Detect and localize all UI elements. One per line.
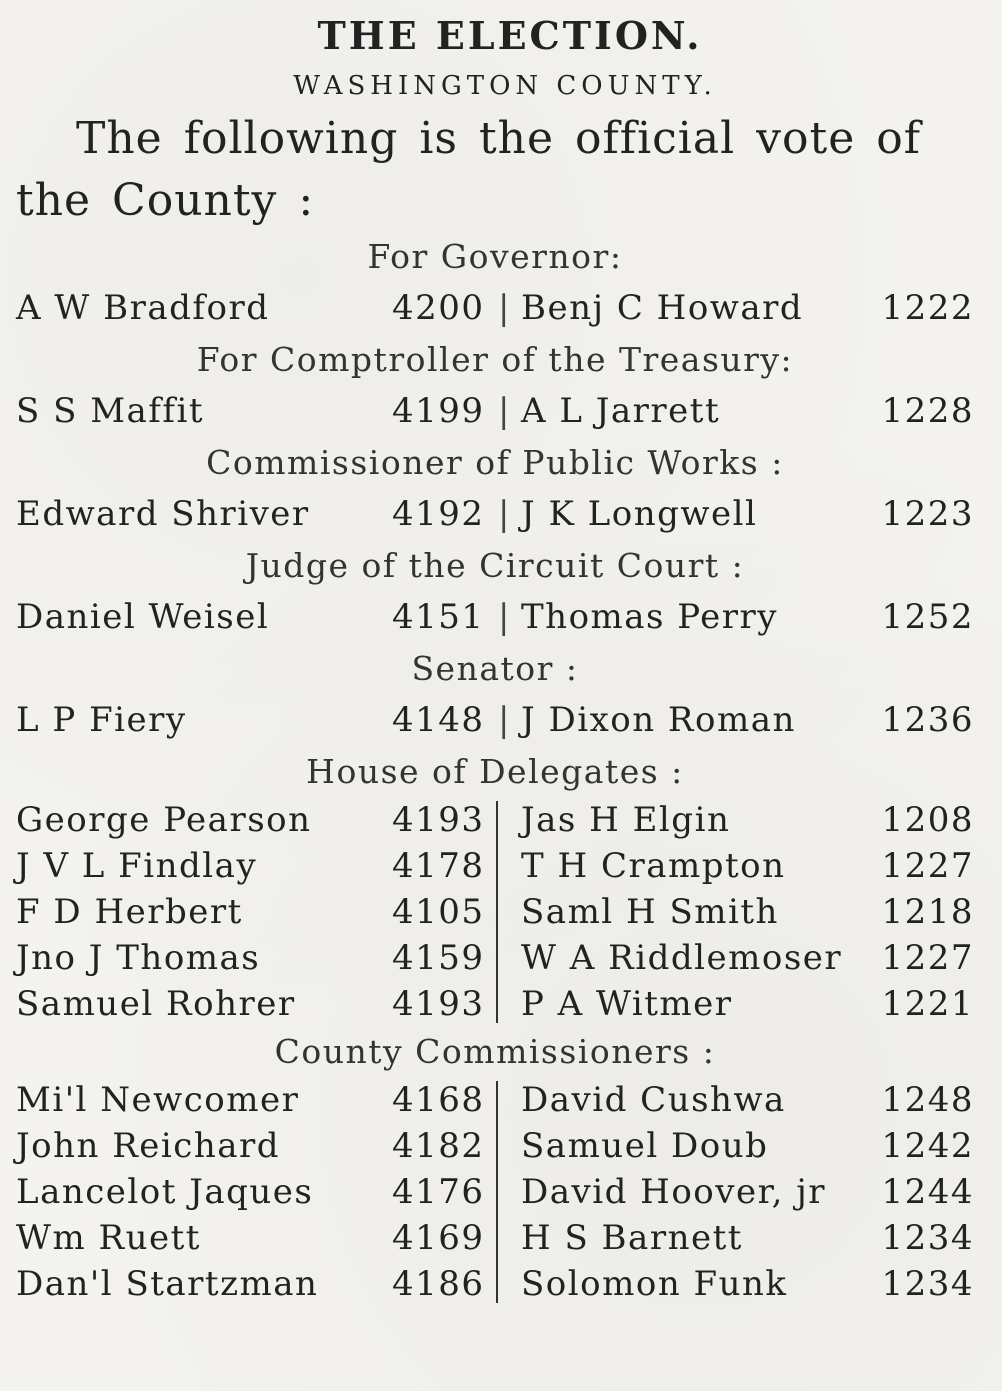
result-row xyxy=(16,797,974,843)
candidate-name: Benj C Howard xyxy=(521,288,804,328)
office-heading-governor: For Governor: xyxy=(367,237,623,276)
vote-count: 1223 xyxy=(881,494,974,534)
column-separator: | xyxy=(498,700,511,740)
result-row xyxy=(16,591,974,644)
vote-count: 1208 xyxy=(881,800,974,840)
candidate-name: Daniel Weisel xyxy=(16,597,270,637)
vote-count: 4200 xyxy=(392,288,485,328)
vote-count: 4168 xyxy=(392,1080,485,1120)
column-separator: | xyxy=(498,288,511,328)
candidate-name: Jas H Elgin xyxy=(521,800,731,840)
result-row xyxy=(16,1215,974,1261)
vote-count: 4193 xyxy=(392,984,485,1024)
candidate-name: S S Maffit xyxy=(16,391,204,431)
vote-count: 1227 xyxy=(881,846,974,886)
candidate-name: J Dixon Roman xyxy=(521,700,796,740)
vote-count: 1228 xyxy=(881,391,974,431)
candidate-name: Samuel Doub xyxy=(521,1126,769,1166)
vote-count: 4105 xyxy=(392,892,485,932)
delegates-table xyxy=(16,797,974,1027)
vote-count: 4176 xyxy=(392,1172,485,1212)
vote-count: 4148 xyxy=(392,700,485,740)
candidate-name: A W Bradford xyxy=(16,288,270,328)
vote-count: 4159 xyxy=(392,938,485,978)
vote-count: 1236 xyxy=(881,700,974,740)
column-separator: | xyxy=(498,597,511,637)
candidate-name: Jno J Thomas xyxy=(16,938,261,978)
column-separator: | xyxy=(498,494,511,534)
candidate-name: John Reichard xyxy=(16,1126,281,1166)
result-row xyxy=(16,843,974,889)
office-heading-senator: Senator : xyxy=(411,649,579,688)
vote-count: 1244 xyxy=(881,1172,974,1212)
candidate-name: L P Fiery xyxy=(16,700,187,740)
vote-count: 4151 xyxy=(392,597,485,637)
result-row xyxy=(16,694,974,747)
office-heading-county-commissioners: County Commissioners : xyxy=(274,1032,716,1071)
vote-count: 4186 xyxy=(392,1264,485,1304)
commissioners-table xyxy=(16,1077,974,1307)
candidate-name: T H Crampton xyxy=(521,846,786,886)
candidate-name: David Hoover, jr xyxy=(521,1172,827,1212)
candidate-name: J K Longwell xyxy=(521,494,758,534)
candidate-name: F D Herbert xyxy=(16,892,243,932)
vote-count: 4192 xyxy=(392,494,485,534)
vote-count: 4199 xyxy=(392,391,485,431)
result-row xyxy=(16,1123,974,1169)
candidate-name: Dan'l Startzman xyxy=(16,1264,319,1304)
vote-count: 1248 xyxy=(881,1080,974,1120)
vote-count: 1227 xyxy=(881,938,974,978)
vote-count: 1242 xyxy=(881,1126,974,1166)
vote-count: 4178 xyxy=(392,846,485,886)
candidate-name: Wm Ruett xyxy=(16,1218,201,1258)
intro-paragraph: The following is the official vote of the County : xyxy=(16,113,921,226)
vote-count: 1222 xyxy=(881,288,974,328)
vote-count: 4169 xyxy=(392,1218,485,1258)
result-row xyxy=(16,1169,974,1215)
result-row xyxy=(16,1077,974,1123)
candidate-name: George Pearson xyxy=(16,800,312,840)
candidate-name: A L Jarrett xyxy=(521,391,721,431)
vote-count: 1218 xyxy=(881,892,974,932)
office-heading-comptroller: For Comptroller of the Treasury: xyxy=(196,340,794,379)
county-heading: WASHINGTON COUNTY. xyxy=(293,71,717,101)
candidate-name: H S Barnett xyxy=(521,1218,743,1258)
result-row xyxy=(16,1261,974,1307)
result-row xyxy=(16,981,974,1027)
vote-count: 4182 xyxy=(392,1126,485,1166)
vote-count: 1234 xyxy=(881,1264,974,1304)
column-separator: | xyxy=(498,391,511,431)
candidate-name: Samuel Rohrer xyxy=(16,984,296,1024)
office-heading-house-of-delegates: House of Delegates : xyxy=(306,752,684,791)
candidate-name: Mi'l Newcomer xyxy=(16,1080,300,1120)
result-row xyxy=(16,385,974,438)
office-heading-circuit-court: Judge of the Circuit Court : xyxy=(245,546,745,585)
candidate-name: Thomas Perry xyxy=(521,597,778,637)
vote-count: 1234 xyxy=(881,1218,974,1258)
result-row xyxy=(16,889,974,935)
vote-count: 4193 xyxy=(392,800,485,840)
candidate-name: David Cushwa xyxy=(521,1080,786,1120)
vote-count: 1221 xyxy=(881,984,974,1024)
candidate-name: J V L Findlay xyxy=(16,846,258,886)
candidate-name: W A Riddlemoser xyxy=(521,938,843,978)
vote-count: 1252 xyxy=(881,597,974,637)
office-heading-public-works: Commissioner of Public Works : xyxy=(206,443,784,482)
result-row xyxy=(16,935,974,981)
candidate-name: Edward Shriver xyxy=(16,494,310,534)
candidate-name: Saml H Smith xyxy=(521,892,779,932)
candidate-name: Lancelot Jaques xyxy=(16,1172,314,1212)
candidate-name: P A Witmer xyxy=(521,984,733,1024)
candidate-name: Solomon Funk xyxy=(521,1264,788,1304)
headline: THE ELECTION. xyxy=(317,13,703,58)
result-row xyxy=(16,488,974,541)
result-row xyxy=(16,282,974,335)
